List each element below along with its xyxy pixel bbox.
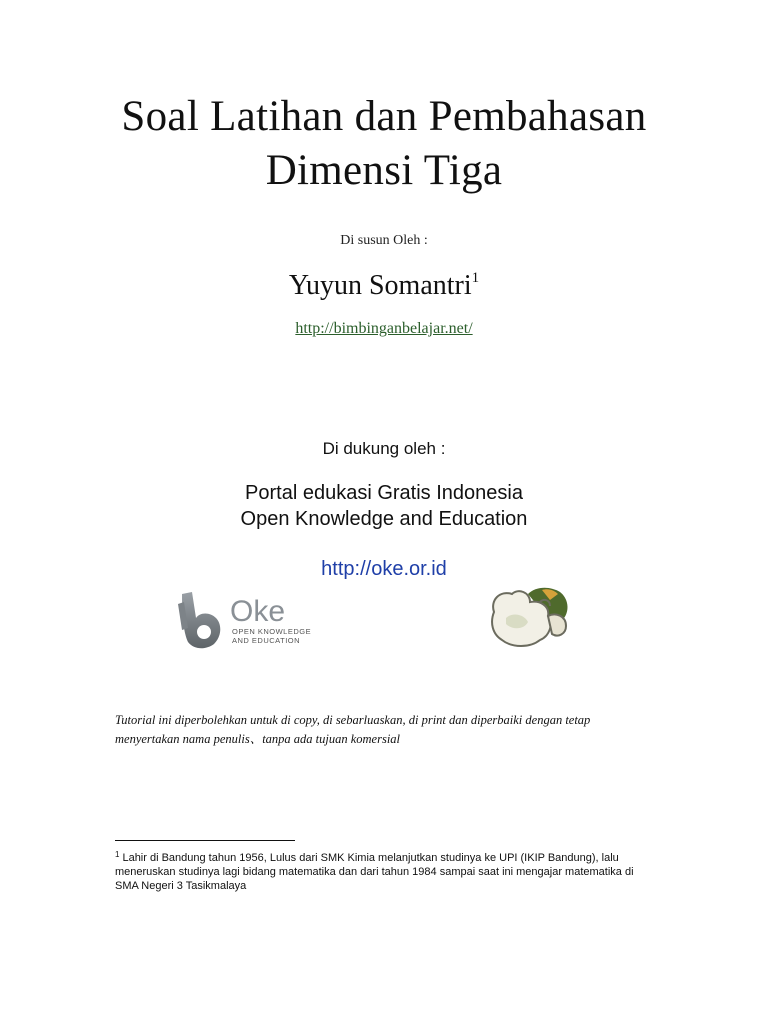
author-name-text: Yuyun Somantri [288,270,472,301]
oke-logo-tagline-2: AND EDUCATION [232,636,301,645]
footnote-separator [115,840,295,841]
title-line-2: Dimensi Tiga [265,147,503,194]
composed-by-label: Di susun Oleh : [340,233,428,248]
footnote [115,848,655,893]
hand-b-icon [178,592,220,648]
oke-logo-word: Oke [230,595,286,628]
title-line-1: Soal Latihan dan Pembahasan [121,93,647,140]
author-website-link[interactable]: http://bimbinganbelajar.net/ [295,320,473,337]
footnote-line-1-text: Lahir di Bandung tahun 1956, Lulus dari SMK Kimia melanjutkan studinya ke UPI (IKIP Bandung), lalu [122,852,619,864]
footnote-line-2: meneruskan studinya lagi bidang matematika dan dari tahun 1984 sampai saat ini mengajar matematika di [115,866,634,878]
hand-emblem-icon [492,588,567,646]
portal-name [0,480,768,532]
oke-logo-tagline-1: OPEN KNOWLEDGE [232,627,312,636]
footnote-line-1 [115,848,655,865]
supported-by-label: Di dukung oleh : [322,439,446,458]
footnote-line-3: SMA Negeri 3 Tasikmalaya [115,880,247,892]
license-notice-line-1: Tutorial ini diperbolehkan untuk di copy, di sebarluaskan, di print dan diperbaiki dengan tetap [115,713,591,727]
footnote-mark: 1 [115,850,120,859]
author-name [0,270,768,302]
document-title [0,90,768,198]
author-footnote-mark: 1 [471,270,480,286]
oke-website-link[interactable]: http://oke.or.id [321,558,447,580]
license-notice [115,711,655,749]
license-notice-line-2: menyertakan nama penulis、tanpa ada tujuan komersial [115,732,401,746]
portal-line-1: Portal edukasi Gratis Indonesia [245,482,523,504]
partner-logo [484,582,576,654]
oke-logo [176,588,326,654]
portal-line-2: Open Knowledge and Education [240,508,528,530]
